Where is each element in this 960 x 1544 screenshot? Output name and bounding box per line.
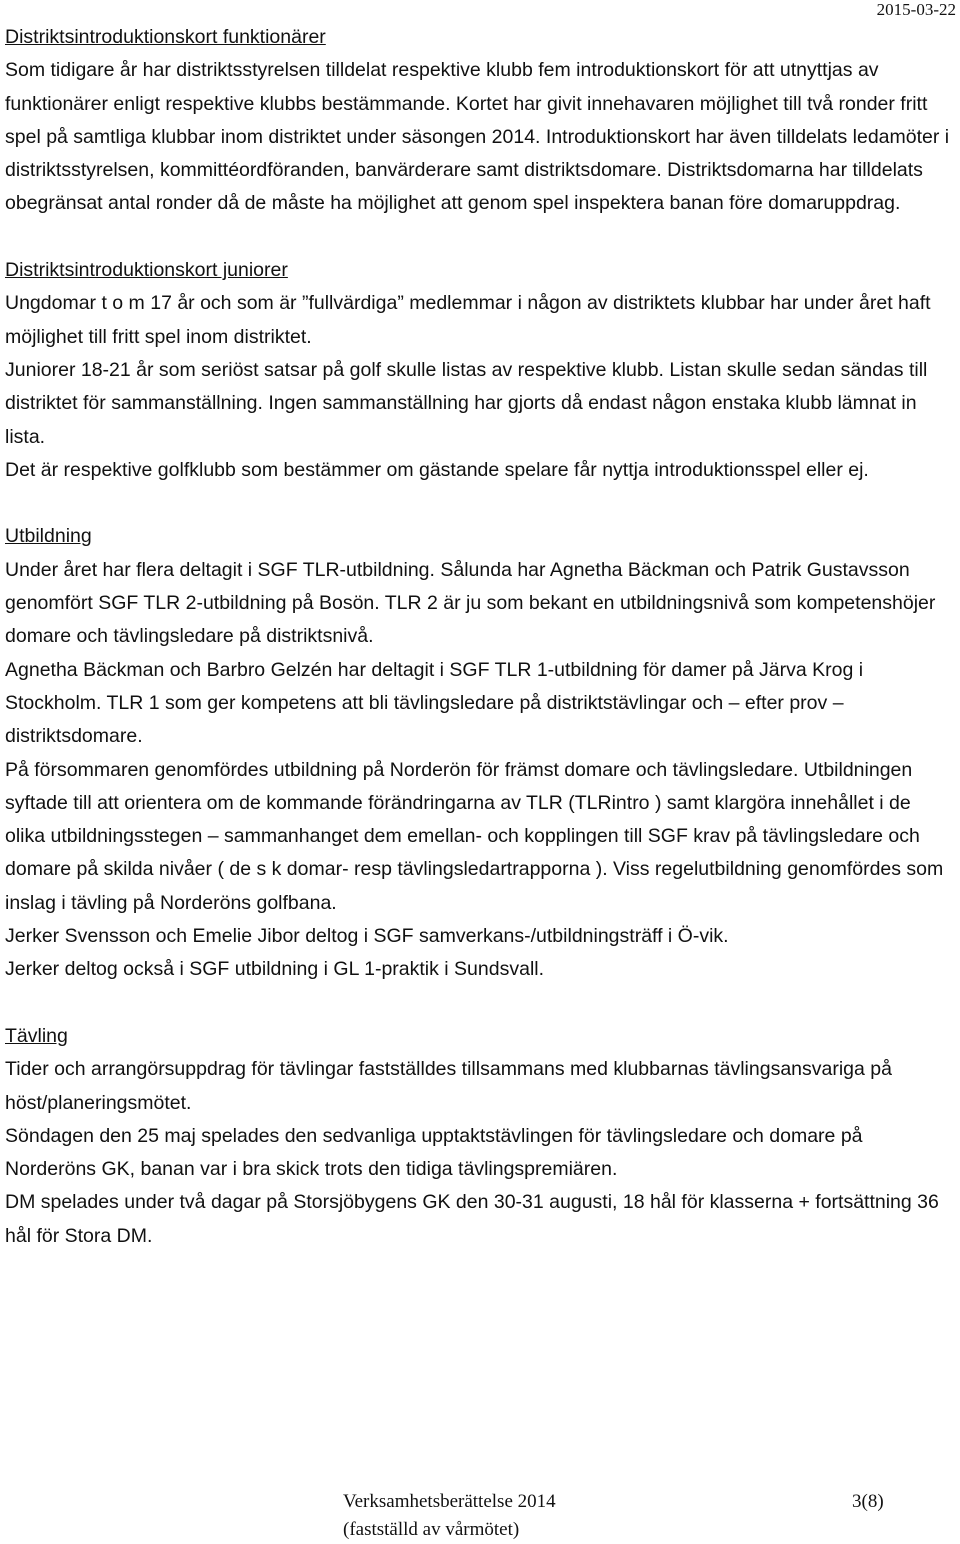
paragraph: Ungdomar t o m 17 år och som är ”fullvärdiga” medlemmar i någon av distriktets klubbar har under året haft möjlighet till fritt spel inom distriktet. xyxy=(5,292,931,348)
paragraph: Söndagen den 25 maj spelades den sedvanliga upptaktstävlingen för tävlingsledare och domare på Norderöns GK, banan var i bra skick trots den tidiga tävlingspremiären. xyxy=(5,1124,863,1181)
section-heading: Tävling xyxy=(5,1024,68,1047)
paragraph: Under året har flera deltagit i SGF TLR-utbildning. Sålunda har Agnetha Bäckman och Patrik Gustavsson genomfört SGF TLR 2-utbildning på Bosön. TLR 2 är ju som bekant en utbildningsnivå som kompetenshöjer domare och tävlingsledare på distriktsnivå. xyxy=(5,558,936,648)
paragraph: Jerker deltog också i SGF utbildning i GL 1-praktik i Sundsvall. xyxy=(5,958,545,981)
paragraph: Tider och arrangörsuppdrag för tävlingar fastställdes tillsammans med klubbarnas tävlingsansvariga på höst/planeringsmötet. xyxy=(5,1058,892,1114)
footer-title: Verksamhetsberättelse 2014 xyxy=(343,1491,556,1512)
paragraph: Det är respektive golfklubb som bestämmer om gästande spelare får nyttja introduktionsspel eller ej. xyxy=(5,458,869,481)
section-heading: Utbildning xyxy=(5,525,92,548)
paragraph: Som tidigare år har distriktsstyrelsen tilldelat respektive klubb fem introduktionskort för att utnyttjas av funktionärer enligt respektive klubbs bestämmande. Kortet har givit innehavaren möjlighet till två ronder fritt spel på samtliga klubbar inom distriktet under säsongen 2014. Introduktionskort har även tilldelats ledamöter i distriktsstyrelsen, kommittéordföranden, banvärderare samt distriktsdomare. Distriktsdomarna har tilldelats obegränsat antal ronder då de måste ha möjlighet att genom spel inspektera banan före domaruppdrag. xyxy=(5,59,950,215)
page-number: 3(8) xyxy=(852,1491,884,1512)
section-heading: Distriktsintroduktionskort funktionärer xyxy=(5,26,326,48)
paragraph: På försommaren genomfördes utbildning på Norderön för främst domare och tävlingsledare. Utbildningen syftade till att orientera om de kommande förändringarna av TLR (TLRintro ) samt klargöra innehållet i de olika utbildningsstegen – sammanhanget dem emellan- och kopplingen till SGF krav på tävlingsledare och domare på skilda nivåer ( de s k domar- resp tävlingsledartrapporna ). Viss regelutbildning genomfördes som inslag i tävling på Norderöns golfbana. xyxy=(5,758,944,914)
document-body xyxy=(5,21,955,1253)
section-heading: Distriktsintroduktionskort juniorer xyxy=(5,259,288,282)
section-utbildning xyxy=(5,520,955,986)
paragraph: Agnetha Bäckman och Barbro Gelzén har deltagit i SGF TLR 1-utbildning för damer på Järva Krog i Stockholm. TLR 1 som ger kompetens att bli tävlingsledare på distriktstävlingar och – efter prov – distriktsdomare. xyxy=(5,658,864,748)
section-funktionarer xyxy=(5,21,955,221)
section-juniorer xyxy=(5,254,955,487)
paragraph: Juniorer 18-21 år som seriöst satsar på golf skulle listas av respektive klubb. Listan skulle sedan sändas till distriktet för sammanställning. Ingen sammanställning har gjorts då endast någon enstaka klubb lämnat in lista. xyxy=(5,358,928,448)
paragraph: Jerker Svensson och Emelie Jibor deltog i SGF samverkans-/utbildningsträff i Ö-vik. xyxy=(5,925,729,948)
document-date: 2015-03-22 xyxy=(876,0,956,19)
section-tavling xyxy=(5,1020,955,1253)
footer-subtitle: (fastställd av vårmötet) xyxy=(343,1519,520,1540)
paragraph: DM spelades under två dagar på Storsjöbygens GK den 30-31 augusti, 18 hål för klasserna + fortsättning 36 hål för Stora DM. xyxy=(5,1191,939,1247)
